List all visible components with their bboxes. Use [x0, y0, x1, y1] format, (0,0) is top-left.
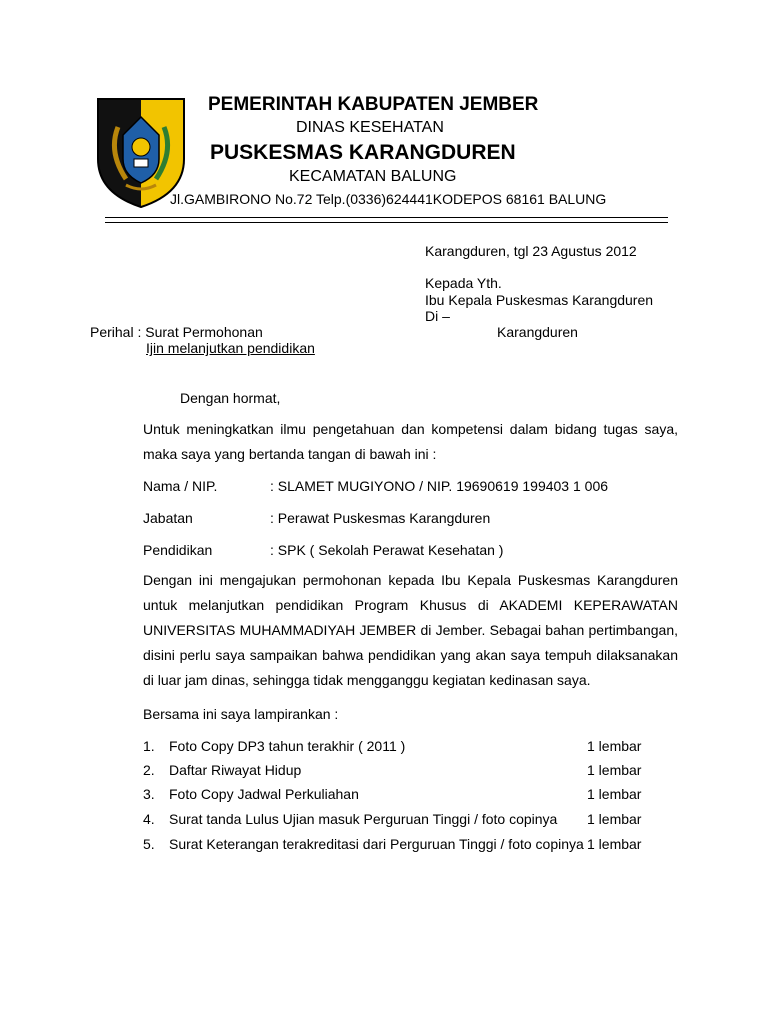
recipient-location: Karangduren — [497, 324, 578, 340]
list-item — [143, 836, 643, 852]
list-text: Daftar Riwayat Hidup — [169, 762, 302, 778]
perihal-detail: Ijin melanjutkan pendidikan — [146, 340, 315, 356]
list-number: 3. — [143, 786, 155, 802]
attachments-intro: Bersama ini saya lampirankan : — [143, 706, 339, 722]
list-quantity: 1 lembar — [587, 811, 642, 827]
list-item — [143, 786, 643, 802]
list-quantity: 1 lembar — [587, 738, 642, 754]
list-number: 1. — [143, 738, 155, 754]
letterhead-address: Jl.GAMBIRONO No.72 Telp.(0336)624441KODEPOS 68161 BALUNG — [170, 191, 607, 207]
place-date: Karangduren, tgl 23 Agustus 2012 — [425, 243, 637, 259]
letterhead-department: DINAS KESEHATAN — [296, 119, 444, 136]
letterhead-district: KECAMATAN BALUNG — [289, 168, 457, 185]
list-number: 4. — [143, 811, 155, 827]
list-item — [143, 811, 643, 827]
perihal-subject: Perihal : Surat Permohonan — [90, 324, 263, 340]
di-label: Di – — [425, 308, 450, 324]
list-text: Foto Copy Jadwal Perkuliahan — [169, 786, 359, 802]
letterhead-puskesmas: PUSKESMAS KARANGDUREN — [210, 141, 516, 164]
request-paragraph: Dengan ini mengajukan permohonan kepada Ibu Kepala Puskesmas Karangduren untuk melanjutkan pendidikan Program Khusus di AKADEMI KEPERAWATAN UNIVERSITAS MUHAMMADIYAH JEMBER di Jember. Sebagai bahan pertimbangan, disini perlu saya sampaikan bahwa pendidikan yang akan saya tempuh dilaksanakan di luar jam dinas, sehingga tidak mengganggu kegiatan kedinasan saya. — [143, 572, 678, 688]
list-number: 5. — [143, 836, 155, 852]
field-value: : SPK ( Sekolah Perawat Kesehatan ) — [270, 542, 504, 558]
field-label: Nama / NIP. — [143, 478, 218, 494]
recipient: Ibu Kepala Puskesmas Karangduren — [425, 292, 654, 308]
field-label: Jabatan — [143, 510, 193, 526]
field-label: Pendidikan — [143, 542, 213, 558]
field-value: : SLAMET MUGIYONO / NIP. 19690619 199403 1 006 — [270, 478, 609, 494]
header-divider-bottom — [105, 222, 668, 223]
list-text: Surat Keterangan terakreditasi dari Perguruan Tinggi / foto copinya — [169, 836, 584, 852]
kepada-yth: Kepada Yth. — [425, 275, 502, 291]
header-divider-top — [105, 217, 668, 218]
letterhead-government: PEMERINTAH KABUPATEN JEMBER — [208, 94, 539, 115]
list-item — [143, 738, 643, 754]
field-value: : Perawat Puskesmas Karangduren — [270, 510, 491, 526]
list-quantity: 1 lembar — [587, 836, 642, 852]
list-item — [143, 762, 643, 778]
list-number: 2. — [143, 762, 155, 778]
list-quantity: 1 lembar — [587, 762, 642, 778]
intro-paragraph: Untuk meningkatkan ilmu pengetahuan dan kompetensi dalam bidang tugas saya, maka saya yang bertanda tangan di bawah ini : — [143, 421, 678, 462]
salutation: Dengan hormat, — [180, 390, 281, 406]
list-quantity: 1 lembar — [587, 786, 642, 802]
list-text: Surat tanda Lulus Ujian masuk Perguruan Tinggi / foto copinya — [169, 811, 558, 827]
list-text: Foto Copy DP3 tahun terakhir ( 2011 ) — [169, 738, 406, 754]
